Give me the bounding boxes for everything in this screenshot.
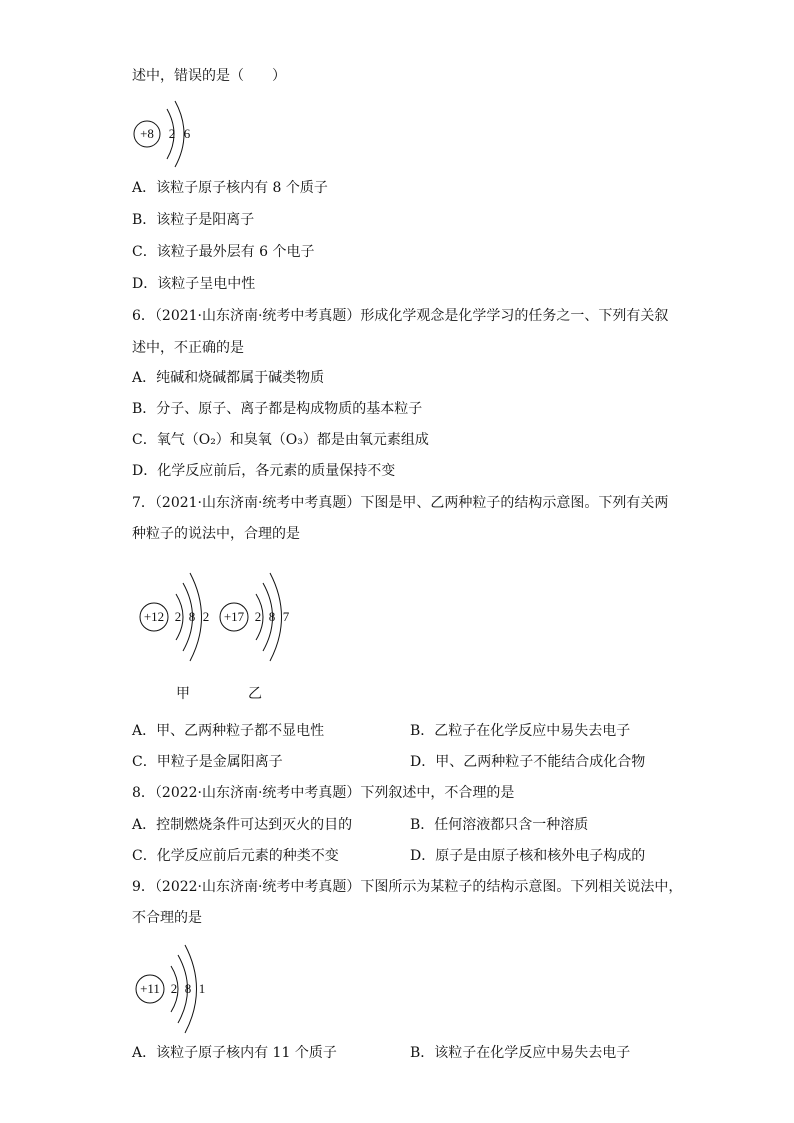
q7-atom-diagram-yi bbox=[216, 570, 298, 662]
q9-stem-line2: 不合理的是 bbox=[132, 910, 202, 926]
q7-yi-shell-3: 7 bbox=[282, 609, 290, 624]
q5-shell-2: 6 bbox=[183, 126, 191, 141]
q6-stem-line1: 6．（2021·山东济南·统考中考真题）形成化学观念是化学学习的任务之一、下列有关叙 bbox=[132, 308, 669, 324]
q7-jia-shell-3: 2 bbox=[202, 609, 210, 624]
q7-option-b: B．乙粒子在化学反应中易失去电子 bbox=[410, 723, 631, 739]
q7-atom-diagram-jia bbox=[136, 570, 218, 662]
q5-option-a: A．该粒子原子核内有 8 个质子 bbox=[132, 180, 328, 196]
q9-option-a: A．该粒子原子核内有 11 个质子 bbox=[132, 1045, 337, 1061]
q6-stem-line2: 述中，不正确的是 bbox=[132, 340, 244, 356]
q5-option-d: D．该粒子呈电中性 bbox=[132, 276, 256, 292]
q7-stem-line2: 种粒子的说法中，合理的是 bbox=[132, 526, 300, 542]
q7-jia-nucleus: +12 bbox=[143, 609, 165, 624]
q7-jia-shell-2: 8 bbox=[188, 609, 196, 624]
q7-option-a: A．甲、乙两种粒子都不显电性 bbox=[132, 723, 325, 739]
q7-stem-line1: 7．（2021·山东济南·统考中考真题）下图是甲、乙两种粒子的结构示意图。下列有关两 bbox=[132, 495, 669, 511]
q7-label-yi: 乙 bbox=[248, 686, 262, 702]
q5-option-c: C．该粒子最外层有 6 个电子 bbox=[132, 244, 315, 260]
q9-stem-line1: 9．（2022·山东济南·统考中考真题）下图所示为某粒子的结构示意图。下列相关说法中， bbox=[132, 879, 683, 895]
q7-option-c: C．甲粒子是金属阳离子 bbox=[132, 754, 283, 770]
q8-option-d: D．原子是由原子核和核外电子构成的 bbox=[410, 848, 646, 864]
q5-atom-diagram bbox=[130, 96, 200, 172]
q5-nucleus: +8 bbox=[140, 126, 154, 141]
q9-shell-2: 8 bbox=[184, 981, 192, 996]
q6-option-a: A．纯碱和烧碱都属于碱类物质 bbox=[132, 370, 325, 386]
q7-yi-nucleus: +17 bbox=[223, 609, 245, 624]
q8-option-c: C．化学反应前后元素的种类不变 bbox=[132, 848, 339, 864]
q9-shell-3: 1 bbox=[198, 981, 206, 996]
q9-option-b: B．该粒子在化学反应中易失去电子 bbox=[410, 1045, 631, 1061]
q9-shell-1: 2 bbox=[170, 981, 178, 996]
q5-stem-end: 述中，错误的是（ ） bbox=[132, 68, 286, 84]
q8-stem: 8．（2022·山东济南·统考中考真题）下列叙述中，不合理的是 bbox=[132, 785, 515, 801]
q6-option-c: C．氧气（O₂）和臭氧（O₃）都是由氧元素组成 bbox=[132, 432, 429, 448]
q6-option-d: D．化学反应前后，各元素的质量保持不变 bbox=[132, 463, 396, 479]
q8-option-a: A．控制燃烧条件可达到灭火的目的 bbox=[132, 817, 353, 833]
q5-shell-1: 2 bbox=[168, 126, 176, 141]
q7-jia-shell-1: 2 bbox=[174, 609, 182, 624]
q8-option-b: B．任何溶液都只含一种溶质 bbox=[410, 817, 589, 833]
q7-label-jia: 甲 bbox=[176, 686, 190, 702]
q7-option-d: D．甲、乙两种粒子不能结合成化合物 bbox=[410, 754, 646, 770]
q5-option-b: B．该粒子是阳离子 bbox=[132, 212, 255, 228]
q7-yi-shell-1: 2 bbox=[254, 609, 262, 624]
q9-atom-diagram bbox=[133, 942, 213, 1034]
q7-yi-shell-2: 8 bbox=[268, 609, 276, 624]
q6-option-b: B．分子、原子、离子都是构成物质的基本粒子 bbox=[132, 401, 423, 417]
q9-nucleus: +11 bbox=[140, 981, 160, 996]
